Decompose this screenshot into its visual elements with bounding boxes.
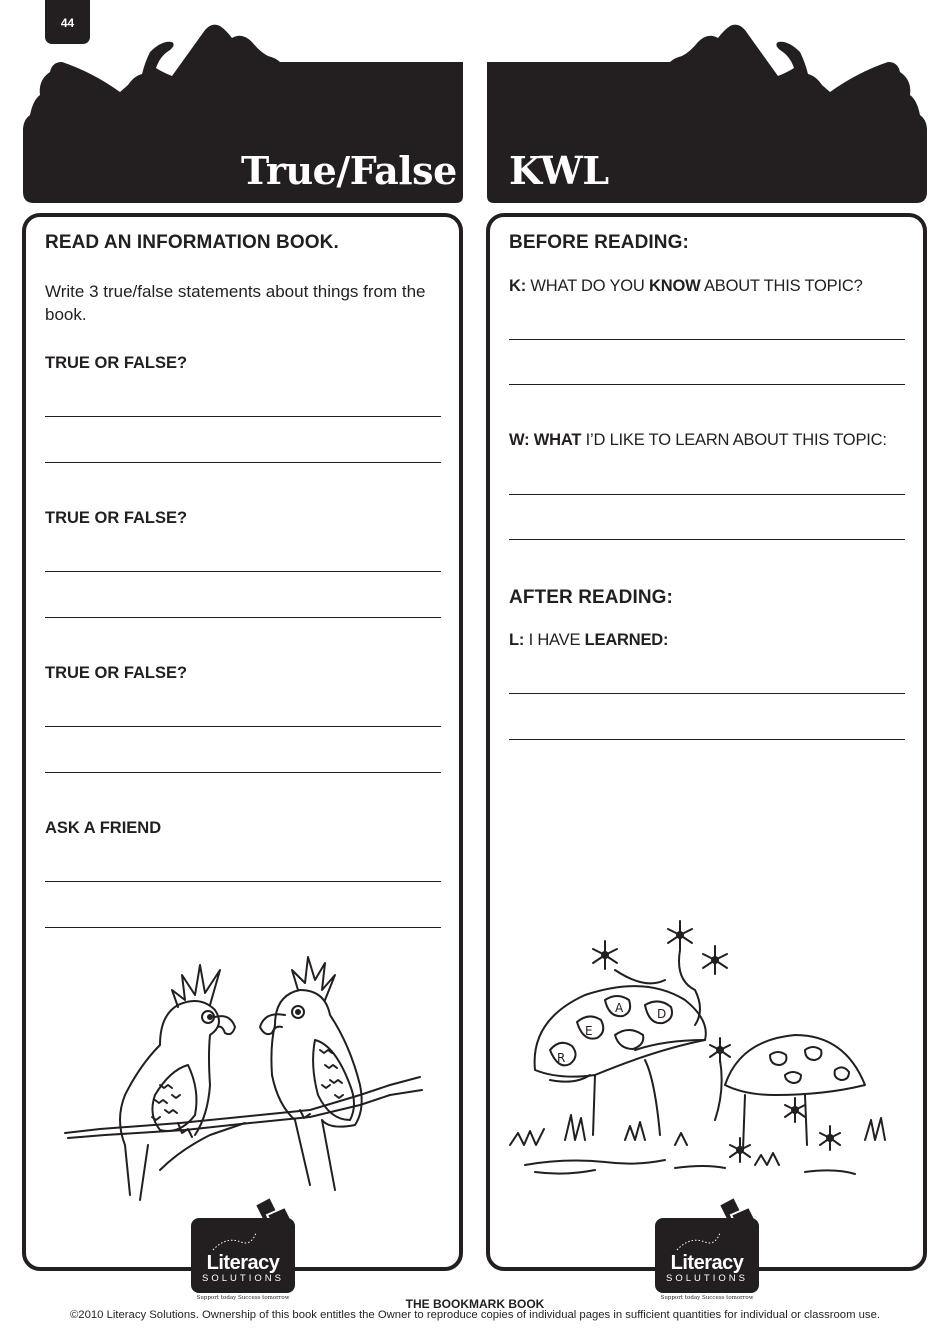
answer-line-2b[interactable] bbox=[45, 617, 441, 618]
prompt-true-or-false-3: TRUE OR FALSE? bbox=[45, 664, 188, 682]
l-answer-line-2[interactable] bbox=[509, 739, 905, 740]
k-prompt-bold: KNOW bbox=[649, 277, 701, 295]
after-reading-heading: AFTER READING: bbox=[509, 587, 673, 608]
prompt-ask-a-friend: ASK A FRIEND bbox=[45, 819, 162, 837]
k-prompt-post: ABOUT THIS TOPIC? bbox=[703, 277, 863, 295]
logo-name: Literacy bbox=[206, 1252, 280, 1274]
left-literacy-solutions-logo bbox=[191, 1218, 295, 1293]
before-reading-heading: BEFORE READING: bbox=[509, 232, 689, 253]
right-literacy-solutions-logo bbox=[655, 1218, 759, 1293]
right-section-title: KWL bbox=[509, 148, 609, 193]
logo-sub: SOLUTIONS bbox=[202, 1273, 284, 1284]
answer-line-3b[interactable] bbox=[45, 772, 441, 773]
w-prompt-bold: WHAT bbox=[533, 431, 582, 449]
prompt-true-or-false-1: TRUE OR FALSE? bbox=[45, 354, 188, 372]
l-letter: L: bbox=[509, 631, 525, 649]
svg-text:R: R bbox=[557, 1051, 566, 1065]
w-answer-line-2[interactable] bbox=[509, 539, 905, 540]
dotted-path-icon bbox=[675, 1228, 735, 1253]
answer-line-4b[interactable] bbox=[45, 927, 441, 928]
logo-sub: SOLUTIONS bbox=[666, 1273, 748, 1284]
w-prompt bbox=[509, 431, 887, 450]
right-logo-tagline: Support today Success tomorrow bbox=[660, 1295, 754, 1301]
left-section-title: True/False bbox=[241, 148, 457, 193]
answer-line-4a[interactable] bbox=[45, 881, 441, 882]
w-letter: W: bbox=[509, 431, 530, 449]
footer-copyright: ©2010 Literacy Solutions. Ownership of this book entitles the Owner to reproduce copies of individual pages in sufficient quantities for individual or classroom use. bbox=[69, 1309, 880, 1321]
cockatoos-illustration bbox=[60, 945, 430, 1205]
k-letter: K: bbox=[509, 277, 527, 295]
k-answer-line-1[interactable] bbox=[509, 339, 905, 340]
dotted-path-icon bbox=[211, 1228, 271, 1253]
mushrooms-illustration bbox=[505, 910, 910, 1195]
prompt-true-or-false-2: TRUE OR FALSE? bbox=[45, 509, 188, 527]
w-answer-line-1[interactable] bbox=[509, 494, 905, 495]
logo-name: Literacy bbox=[670, 1252, 744, 1274]
l-prompt-pre: I HAVE bbox=[528, 631, 581, 649]
svg-text:E: E bbox=[585, 1024, 593, 1038]
k-prompt-pre: WHAT DO YOU bbox=[530, 277, 645, 295]
svg-text:D: D bbox=[657, 1007, 667, 1021]
left-logo-tagline: Support today Success tomorrow bbox=[196, 1295, 290, 1301]
answer-line-3a[interactable] bbox=[45, 726, 441, 727]
footer-book-title: THE BOOKMARK BOOK bbox=[405, 1297, 545, 1311]
answer-line-1a[interactable] bbox=[45, 416, 441, 417]
k-prompt bbox=[509, 277, 863, 296]
answer-line-1b[interactable] bbox=[45, 462, 441, 463]
w-prompt-post: I’D LIKE TO LEARN ABOUT THIS TOPIC: bbox=[585, 431, 887, 449]
l-prompt-bold: LEARNED: bbox=[584, 631, 669, 649]
answer-line-2a[interactable] bbox=[45, 571, 441, 572]
k-answer-line-2[interactable] bbox=[509, 384, 905, 385]
l-prompt bbox=[509, 631, 668, 650]
svg-text:A: A bbox=[615, 1001, 624, 1015]
left-panel-heading: READ AN INFORMATION BOOK. bbox=[45, 232, 339, 253]
left-panel-instruction: Write 3 true/false statements about things from the book. bbox=[45, 282, 426, 324]
l-answer-line-1[interactable] bbox=[509, 693, 905, 694]
page-number-tab: 44 bbox=[45, 0, 90, 44]
